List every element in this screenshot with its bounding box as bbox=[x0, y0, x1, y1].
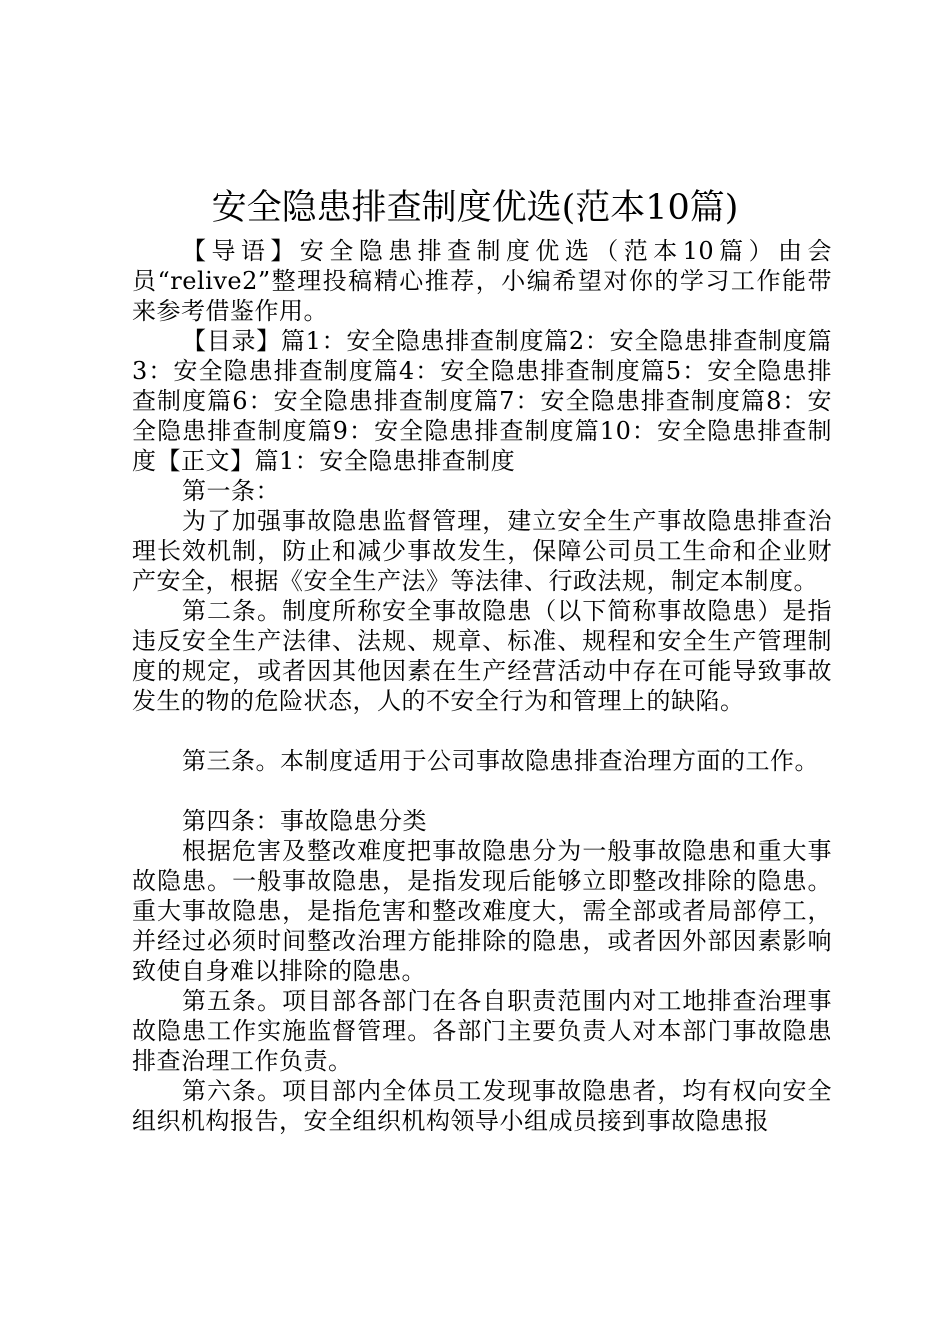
article-3-paragraph: 第三条。本制度适用于公司事故隐患排查治理方面的工作。 bbox=[182, 747, 819, 775]
intro-paragraph: 【导语】安全隐患排查制度优选（范本10篇）由会员“relive2”整理投稿精心推荐，小编希望对你的学习工作能带来参考借鉴作用。 bbox=[132, 237, 832, 325]
document-title: 安全隐患排查制度优选(范本10篇) bbox=[211, 188, 739, 228]
article-5-paragraph: 第五条。项目部各部门在各自职责范围内对工地排查治理事故隐患工作实施监督管理。各部门主要负责人对本部门事故隐患排查治理工作负责。 bbox=[132, 987, 832, 1075]
article-1-heading: 第一条： bbox=[182, 477, 280, 505]
article-1-body: 为了加强事故隐患监督管理，建立安全生产事故隐患排查治理长效机制，防止和减少事故发生，保障公司员工生命和企业财产安全，根据《安全生产法》等法律、行政法规，制定本制度。 bbox=[132, 507, 832, 595]
article-2-paragraph: 第二条。制度所称安全事故隐患（以下简称事故隐患）是指违反安全生产法律、法规、规章、标准、规程和安全生产管理制度的规定，或者因其他因素在生产经营活动中存在可能导致事故发生的物的危险状态，人的不安全行为和管理上的缺陷。 bbox=[132, 597, 832, 715]
toc-paragraph: 【目录】篇1：安全隐患排查制度篇2：安全隐患排查制度篇3：安全隐患排查制度篇4：安全隐患排查制度篇5：安全隐患排查制度篇6：安全隐患排查制度篇7：安全隐患排查制度篇8：安全隐患排查制度篇9：安全隐患排查制度篇10：安全隐患排查制度【正文】篇1：安全隐患排查制度 bbox=[132, 327, 832, 475]
article-4-body: 根据危害及整改难度把事故隐患分为一般事故隐患和重大事故隐患。一般事故隐患，是指发现后能够立即整改排除的隐患。重大事故隐患，是指危害和整改难度大，需全部或者局部停工，并经过必须时间整改治理方能排除的隐患，或者因外部因素影响致使自身难以排除的隐患。 bbox=[132, 837, 832, 985]
document-body bbox=[132, 236, 832, 1136]
article-6-paragraph: 第六条。项目部内全体员工发现事故隐患者，均有权向安全组织机构报告，安全组织机构领导小组成员接到事故隐患报 bbox=[132, 1077, 832, 1135]
article-4-heading: 第四条：事故隐患分类 bbox=[182, 807, 427, 835]
